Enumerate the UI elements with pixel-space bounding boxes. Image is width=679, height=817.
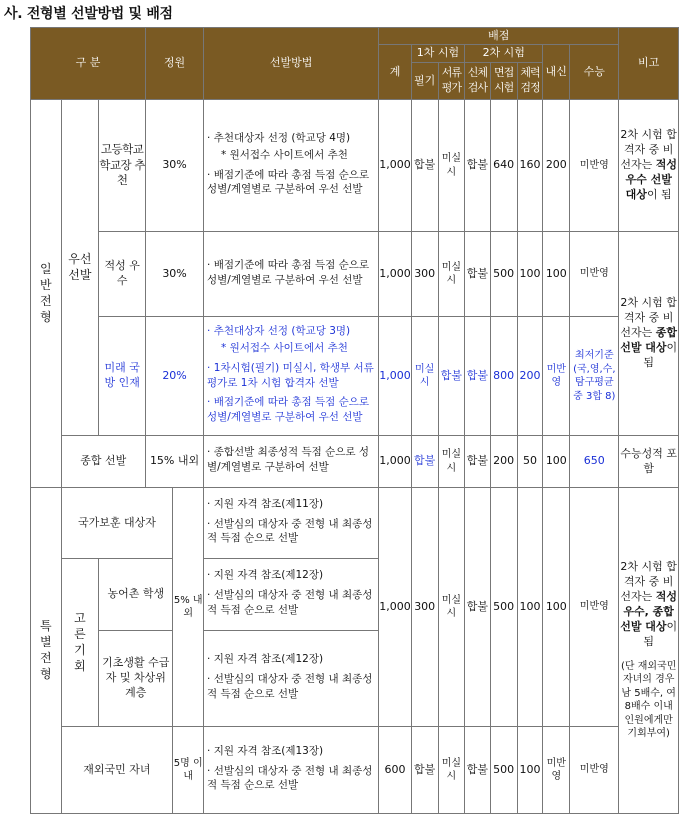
method-rural-2: · 선발심의 대상자 중 전형 내 최종성적 득점 순으로 선발 xyxy=(207,589,373,616)
quota-aptitude: 30% xyxy=(146,232,204,317)
selection-table xyxy=(30,27,679,814)
method-veterans-1: · 지원 자격 참조(제11장) xyxy=(207,497,324,510)
header-written: 필기 xyxy=(411,63,438,100)
header-quota: 정원 xyxy=(146,28,204,100)
csat-combined: 650 xyxy=(570,436,619,488)
category-general: 일반전형 xyxy=(31,100,62,488)
physical-combined: 합불 xyxy=(465,436,491,488)
type-overseas: 재외국민 자녀 xyxy=(61,727,173,814)
type-rural: 농어촌 학생 xyxy=(99,559,173,631)
header-total: 계 xyxy=(379,45,412,100)
header-school-record: 내신 xyxy=(543,45,570,100)
quota-principal: 30% xyxy=(146,100,204,232)
header-physical: 신체검사 xyxy=(465,63,491,100)
method-aptitude xyxy=(204,232,379,317)
method-basic-1: · 지원 자격 참조(제12장) xyxy=(207,653,324,666)
interview-overseas: 500 xyxy=(490,727,517,814)
type-future: 미래 국방 인재 xyxy=(99,317,146,436)
category-equal-opportunity: 고른기회 xyxy=(61,559,99,727)
document-future: 합불 xyxy=(438,317,465,436)
interview-combined: 200 xyxy=(490,436,517,488)
total-combined: 1,000 xyxy=(379,436,412,488)
csat-aptitude: 미반영 xyxy=(570,232,619,317)
method-combined-1: · 종합선발 최종성적 득점 순으로 성별/계열별로 구분하여 선발 xyxy=(207,446,370,473)
remarks-special-note: (단 재외국민자녀의 경우 남 5배수, 여 8배수 이내 인원에게만 기회부여) xyxy=(620,660,677,740)
method-principal-1: · 추천대상자 선정 (학교당 4명) xyxy=(207,132,351,145)
physical-aptitude: 합불 xyxy=(465,232,491,317)
record-principal: 200 xyxy=(543,100,570,232)
document-overseas: 미실시 xyxy=(438,727,465,814)
remarks-principal: 2차 시험 합격자 중 비선자는 적성 우수 선발 대상이 됨 xyxy=(619,100,679,232)
method-veterans xyxy=(204,488,379,559)
record-special: 100 xyxy=(543,488,570,727)
category-special: 특별전형 xyxy=(31,488,62,814)
record-future: 미반영 xyxy=(543,317,570,436)
method-principal xyxy=(204,100,379,232)
written-aptitude: 300 xyxy=(411,232,438,317)
csat-future: 최저기준 (국,영,수, 탐구평균 중 3합 8) xyxy=(570,317,619,436)
fitness-combined: 50 xyxy=(517,436,543,488)
quota-combined: 15% 내외 xyxy=(146,436,204,488)
method-rural-1: · 지원 자격 참조(제12장) xyxy=(207,569,324,582)
method-future xyxy=(204,317,379,436)
method-rural xyxy=(204,559,379,631)
total-special: 1,000 xyxy=(379,488,412,727)
record-overseas: 미반영 xyxy=(543,727,570,814)
page-title: 사. 전형별 선발방법 및 배점 xyxy=(4,6,173,22)
type-combined: 종합 선발 xyxy=(61,436,146,488)
document-combined: 미실시 xyxy=(438,436,465,488)
quota-special: 5% 내외 xyxy=(173,488,204,727)
fitness-future: 200 xyxy=(517,317,543,436)
method-veterans-2: · 선발심의 대상자 중 전형 내 최종성적 득점 순으로 선발 xyxy=(207,517,373,545)
total-principal: 1,000 xyxy=(379,100,412,232)
remarks-aptitude-future: 2차 시험 합격자 중 비선자는 종합선발 대상이 됨 xyxy=(619,232,679,436)
fitness-overseas: 100 xyxy=(517,727,543,814)
physical-overseas: 합불 xyxy=(465,727,491,814)
total-future: 1,000 xyxy=(379,317,412,436)
csat-principal: 미반영 xyxy=(570,100,619,232)
csat-overseas: 미반영 xyxy=(570,727,619,814)
written-future: 미실시 xyxy=(411,317,438,436)
fitness-principal: 160 xyxy=(517,100,543,232)
method-overseas-1: · 지원 자격 참조(제13장) xyxy=(207,744,324,757)
method-future-1: · 추천대상자 선정 (학교당 3명) xyxy=(207,325,351,338)
interview-special: 500 xyxy=(490,488,517,727)
remarks-combined: 수능성적 포함 xyxy=(619,436,679,488)
method-principal-1-note: * 원서접수 사이트에서 추천 xyxy=(221,148,348,161)
interview-future: 800 xyxy=(490,317,517,436)
written-overseas: 합불 xyxy=(411,727,438,814)
written-principal: 합불 xyxy=(411,100,438,232)
fitness-special: 100 xyxy=(517,488,543,727)
record-aptitude: 100 xyxy=(543,232,570,317)
method-basic-livelihood xyxy=(204,631,379,727)
document-principal: 미실시 xyxy=(438,100,465,232)
quota-overseas: 5명 이내 xyxy=(173,727,204,814)
physical-principal: 합불 xyxy=(465,100,491,232)
method-principal-2: · 배점기준에 따라 총점 득점 순으로 성별/계열별로 구분하여 우선 선발 xyxy=(207,168,370,196)
written-combined: 합불 xyxy=(411,436,438,488)
quota-future: 20% xyxy=(146,317,204,436)
method-overseas-2: · 선발심의 대상자 중 전형 내 최종성적 득점 순으로 선발 xyxy=(207,764,373,792)
remarks-special: 2차 시험 합격자 중 비선자는 적성우수, 종합선발 대상이 됨 (단 재외국민자녀의 경우 남 5배수, 여 8배수 이내 인원에게만 기회부여) xyxy=(619,488,679,814)
physical-special: 합불 xyxy=(465,488,491,727)
header-csat: 수능 xyxy=(570,45,619,100)
method-basic-2: · 선발심의 대상자 중 전형 내 최종성적 득점 순으로 선발 xyxy=(207,673,373,700)
header-fitness: 체력검정 xyxy=(517,63,543,100)
header-first-exam: 1차 시험 xyxy=(411,45,464,63)
interview-principal: 640 xyxy=(490,100,517,232)
record-combined: 100 xyxy=(543,436,570,488)
method-future-3: · 배점기준에 따라 총점 득점 순으로 성별/계열별로 구분하여 우선 선발 xyxy=(207,396,370,423)
type-basic-livelihood: 기초생활 수급자 및 차상위 계층 xyxy=(99,631,173,727)
header-gubun: 구 분 xyxy=(31,28,146,100)
method-aptitude-1: · 배점기준에 따라 총점 득점 순으로 성별/계열별로 구분하여 우선 선발 xyxy=(207,258,370,286)
method-future-2: · 1차시험(필기) 미실시, 학생부 서류평가로 1차 시험 합격자 선발 xyxy=(207,361,374,389)
header-method: 선발방법 xyxy=(204,28,379,100)
total-overseas: 600 xyxy=(379,727,412,814)
document-aptitude: 미실시 xyxy=(438,232,465,317)
csat-special: 미반영 xyxy=(570,488,619,727)
header-second-exam: 2차 시험 xyxy=(465,45,543,63)
header-remarks: 비고 xyxy=(619,28,679,100)
method-overseas xyxy=(204,727,379,814)
method-future-1-note: * 원서접수 사이트에서 추천 xyxy=(221,342,348,355)
document-special: 미실시 xyxy=(438,488,465,727)
type-aptitude: 적성 우수 xyxy=(99,232,146,317)
method-combined xyxy=(204,436,379,488)
category-priority: 우선선발 xyxy=(61,100,99,436)
header-score: 배점 xyxy=(379,28,619,45)
physical-future: 합불 xyxy=(465,317,491,436)
header-interview: 면접시험 xyxy=(490,63,517,100)
interview-aptitude: 500 xyxy=(490,232,517,317)
type-principal: 고등학교 학교장 추천 xyxy=(99,100,146,232)
header-document: 서류평가 xyxy=(438,63,465,100)
written-special: 300 xyxy=(411,488,438,727)
fitness-aptitude: 100 xyxy=(517,232,543,317)
total-aptitude: 1,000 xyxy=(379,232,412,317)
type-veterans: 국가보훈 대상자 xyxy=(61,488,173,559)
